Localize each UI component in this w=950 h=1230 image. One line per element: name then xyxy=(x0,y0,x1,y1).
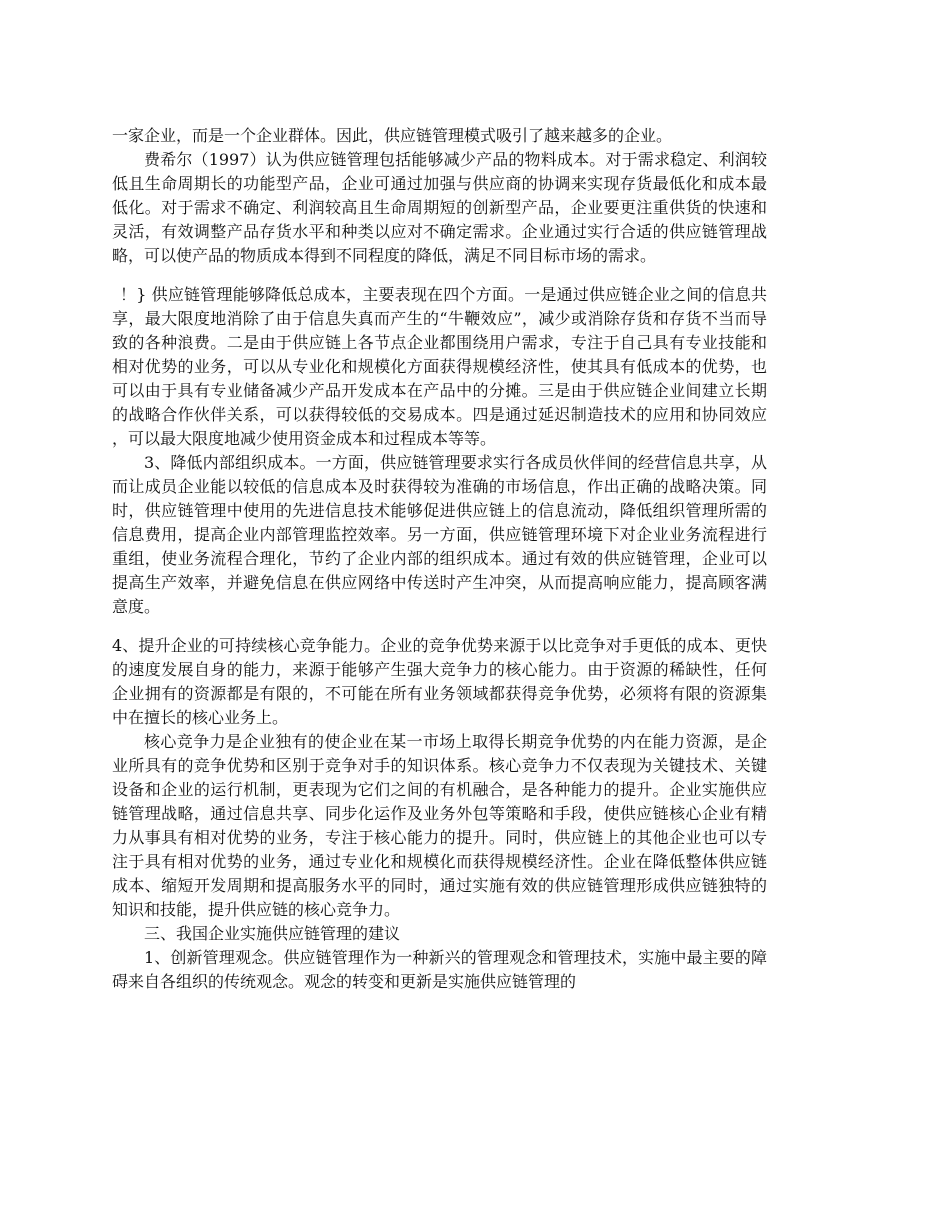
paragraph-gap xyxy=(112,268,767,283)
paragraph-2: 费希尔（1997）认为供应链管理包括能够减少产品的物料成本。对于需求稳定、利润较低且生命周期长的功能型产品，企业可通过加强与供应商的协调来实现存货最低化和成本最低化。对于需求不确定、利润较高且生命周期短的创新型产品，企业要更注重供货的快速和灵活，有效调整产品存货水平和种类以应对不确定需求。企业通过实行合适的供应链管理战略，可以使产品的物质成本得到不同程度的降低，满足不同目标市场的需求。 xyxy=(112,150,767,265)
paragraph-6: 核心竞争力是企业独有的使企业在某一市场上取得长期竞争优势的内在能力资源，是企业所具有的竞争优势和区别于竞争对手的知识体系。核心竞争力不仅表现为关键技术、关键设备和企业的运行机制，更表现为它们之间的有机融合，是各种能力的提升。企业实施供应链管理战略，通过信息共享、同步化运作及业务外包等策略和手段，使供应链核心企业有精力从事具有相对优势的业务，专注于核心能力的提升。同时，供应链上的其他企业也可以专注于具有相对优势的业务，通过专业化和规模化而获得规模经济性。企业在降低整体供应链成本、缩短开发周期和提高服务水平的同时，通过实施有效的供应链管理形成供应链独特的知识和技能，提升供应链的核心竞争力。 xyxy=(112,732,767,919)
section-heading: 三、我国企业实施供应链管理的建议 xyxy=(144,924,401,943)
paragraph-5: 4、提升企业的可持续核心竞争能力。企业的竞争优势来源于以比竞争对手更低的成本、更快的速度发展自身的能力，来源于能够产生强大竞争力的核心能力。由于资源的稀缺性，任何企业拥有的资源都是有限的，不可能在所有业务领域都获得竞争优势，必须将有限的资源集中在擅长的核心业务上。 xyxy=(112,636,767,727)
paragraph-gap xyxy=(112,619,767,634)
paragraph-1: 一家企业，而是一个企业群体。因此，供应链管理模式吸引了越来越多的企业。 xyxy=(112,126,673,145)
paragraph-4: 3、降低内部组织成本。一方面，供应链管理要求实行各成员伙伴间的经营信息共享，从而让成员企业能以较低的信息成本及时获得较为准确的市场信息，作出正确的战略决策。同时，供应链管理中使用的先进信息技术能够促进供应链上的信息流动，降低组织管理所需的信息费用，提高企业内部管理监控效率。另一方面，供应链管理环境下对企业业务流程进行重组，使业务流程合理化，节约了企业内部的组织成本。通过有效的供应链管理，企业可以提高生产效率，并避免信息在供应网络中传送时产生冲突，从而提高响应能力，提高顾客满意度。 xyxy=(112,453,767,616)
document-page xyxy=(112,124,767,994)
paragraph-7: 1、创新管理观念。供应链管理作为一种新兴的管理观念和管理技术，实施中最主要的障碍来自各组织的传统观念。观念的转变和更新是实施供应链管理的 xyxy=(112,948,767,991)
paragraph-3: ！} 供应链管理能够降低总成本，主要表现在四个方面。一是通过供应链企业之间的信息共享，最大限度地消除了由于信息失真而产生的“牛鞭效应”，减少或消除存货和存货不当而导致的各种浪费。二是由于供应链上各节点企业都围绕用户需求，专注于自己具有专业技能和相对优势的业务，可以从专业化和规模化方面获得规模经济性，使其具有低成本的优势，也可以由于具有专业储备减少产品开发成本在产品中的分摊。三是由于供应链企业间建立长期的战略合作伙伴关系，可以获得较低的交易成本。四是通过延迟制造技术的应用和协同效应，可以最大限度地减少使用资金成本和过程成本等等。 xyxy=(112,285,767,448)
